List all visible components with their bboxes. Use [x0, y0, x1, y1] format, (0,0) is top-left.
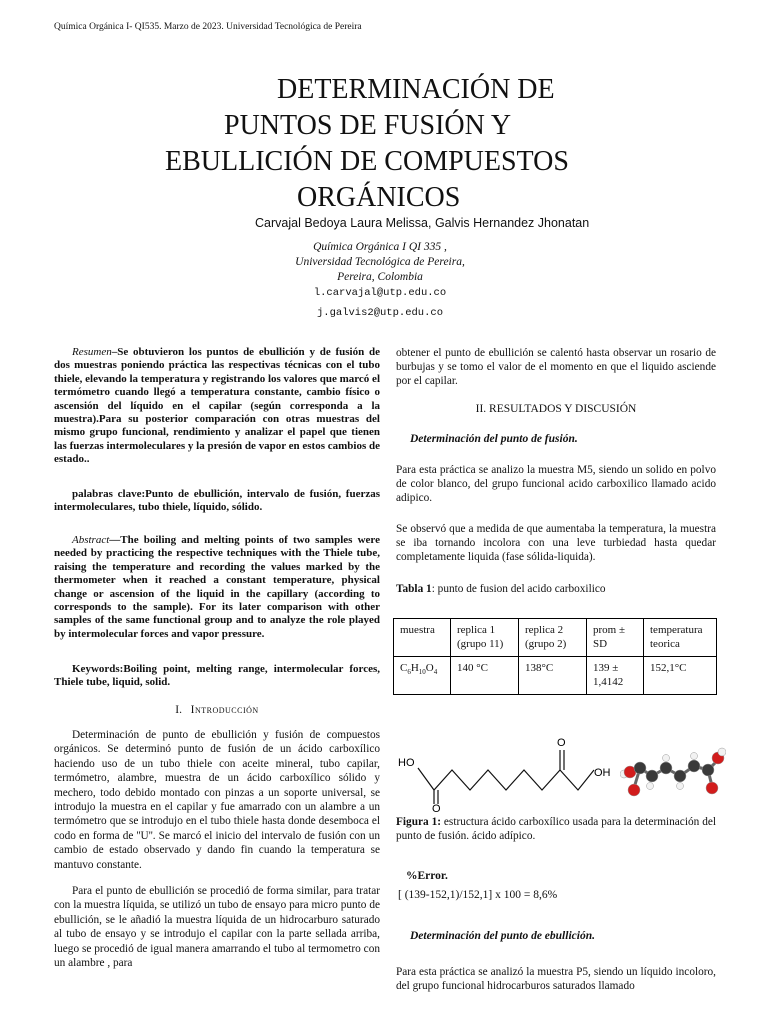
authors: Carvajal Bedoya Laura Melissa, Galvis Hernandez Jhonatan: [255, 216, 590, 230]
figure-caption-text: estructura ácido carboxílico usada para la determinación del punto de fusión. ácido adípico.: [396, 816, 716, 843]
carbon-chain: [418, 768, 594, 790]
atom-h-sphere: [677, 783, 684, 790]
palabras-clave: palabras clave:Punto de ebullición, intervalo de fusión, fuerzas intermoleculares, tubo thiele, líquido, sólido.: [54, 488, 380, 514]
atom-c-sphere: [660, 762, 672, 774]
results-paragraph-2: Se observó que a medida de que aumentaba la temperatura, la muestra se iba tornando incolora con una leve turbiedad hasta quedar completamente liquida (fase sólida-liquida).: [396, 523, 716, 564]
label-ho: HO: [398, 757, 415, 769]
label-o-1: O: [432, 803, 441, 812]
atom-c-sphere: [688, 760, 700, 772]
atom-o-sphere: [628, 784, 640, 796]
table-cell: 152,1°C: [644, 657, 717, 695]
atom-h-sphere: [691, 753, 698, 760]
atom-c-sphere: [646, 770, 658, 782]
table-header-cell: temperatura teorica: [644, 619, 717, 657]
table-header-cell: prom ± SD: [587, 619, 644, 657]
abstract-en: [54, 534, 380, 641]
adipic-acid-ball-stick-model: [620, 728, 726, 808]
table-header-cell: replica 1 (grupo 11): [451, 619, 519, 657]
paper-title: [0, 72, 768, 216]
affiliation-line-1: Química Orgánica I QI 335 ,: [313, 241, 447, 253]
table-header-row: [394, 619, 717, 657]
atom-o-sphere: [706, 782, 718, 794]
keywords-text: Keywords:Boiling point, melting range, intermolecular forces, Thiele tube, liquid, solid.: [54, 663, 380, 689]
resumen-label: Resumen: [72, 346, 112, 358]
formula: $C_6H_{10}O_4$: [400, 662, 438, 677]
atom-h-sphere: [647, 783, 654, 790]
section-results-heading: II. RESULTADOS Y DISCUSIÓN: [475, 403, 637, 415]
intro-number: I.: [175, 704, 183, 716]
table-cell: 138°C: [519, 657, 587, 695]
table-row: [394, 657, 717, 695]
table-label: Tabla 1: [396, 583, 432, 595]
atom-h-sphere: [718, 748, 726, 756]
affiliation-block: [260, 240, 500, 319]
adipic-acid-skeletal-structure: [396, 728, 612, 812]
section-intro-heading: [54, 704, 380, 716]
atom-c-sphere: [674, 770, 686, 782]
intro-paragraph-1: Determinación de punto de ebullición y fusión de compuestos orgánicos. Se determinó punto de fusión de un ácido carboxílico haciendo uso de un tubo thiele con aceite mineral, tubo capilar, termómetro, alambre, muestra de un ácido carboxílico sólido y mechero, todo debido montado con pinzas a un soporte universal, se introdujo la muestra en el capilar y fue amarrado con un alambre a un termómetro que se introdujo en el tubo thiele hasta donde desemboca el codo en forma de ''U''. Se marcó el inicio del intervalo de fusión con un cambio de estado observado y dando fin cuando la temperatura se mantuvo constante.: [54, 729, 380, 871]
running-header: Química Orgánica I- QI535. Marzo de 2023. Universidad Tecnológica de Pereira: [54, 22, 362, 32]
abstract-label: Abstract: [72, 534, 110, 546]
intro-title: Introducción: [190, 704, 259, 716]
intro-paragraph-2: Para el punto de ebullición se procedió de forma similar, para tratar con la muestra líquida, se utilizó un tubo de ensayo para micro punto de ebullición, se le añadió la muestra líquida de un hidrocarburo saturado al tubo de ensayo y se introdujo el capilar con la parte sellada arriba, luego se procedió de igual manera amarrando el tubo al termometro con un alambre , para: [54, 885, 380, 970]
keywords-en: [54, 663, 380, 690]
abstract-es: [54, 346, 380, 467]
subheading-fusion: Determinación del punto de fusión.: [410, 433, 578, 445]
figure-1-caption: [396, 815, 716, 843]
abstract-text: —The boiling and melting points of two samples were needed by practicing the respective techniques with the Thiele tube, raising the temperature and recording the values marked by the thermometer when it reached a constant temperature, physical change or ascension of the liquid in the capillary (according to corresponds to the sample). For its later comparison with other samples of the same functional group and to analyze the role played by intermolecular forces and vapor pressure.: [54, 534, 380, 640]
table-1: [393, 618, 717, 695]
error-formula: [ (139-152,1)/152,1] x 100 = 8,6%: [398, 889, 558, 901]
title-line-4: ORGÁNICOS: [297, 182, 461, 213]
table-cell-formula: [394, 657, 451, 695]
atom-h-sphere: [663, 755, 670, 762]
affiliation-line-2: Universidad Tecnológica de Pereira,: [295, 256, 465, 268]
table-cell: 140 °C: [451, 657, 519, 695]
figure-label: Figura 1:: [396, 816, 441, 828]
resumen-text: –Se obtuvieron los puntos de ebullición y de fusión de dos muestras poniendo práctica las respectivas técnicas con el tubo thiele, elevando la temperatura y registrando los valores que marcó el termómetro cuando llegó a temperatura constante, cambio físico o ascensión del líquido en el capilar (según corresponda a la muestra).Para su posterior comparación con otras muestras del mismo grupo funcional, rendimiento y analizar el papel que tienen las fuerzas intermoleculares y la presión de vapor en estos cambios de estado..: [54, 346, 381, 466]
label-o-2: O: [557, 737, 566, 749]
title-line-2: PUNTOS DE FUSIÓN Y: [224, 110, 512, 141]
atom-c-sphere: [634, 762, 646, 774]
results-paragraph-3: Para esta práctica se analizó la muestra P5, siendo un líquido incoloro, del grupo funcional hidrocarburos saturados llamado: [396, 966, 716, 993]
atom-c-sphere: [702, 764, 714, 776]
title-line-3: EBULLICIÓN DE COMPUESTOS: [165, 146, 569, 177]
keywords-es: [54, 488, 380, 515]
results-paragraph-1: Para esta práctica se analizo la muestra M5, siendo un solido en polvo de color blanco, del grupo funcional acido carboxilico llamado acido adipico.: [396, 464, 716, 505]
label-oh: OH: [594, 767, 611, 779]
subheading-ebullicion: Determinación del punto de ebullición.: [410, 930, 595, 942]
email-2: j.galvis2@utp.edu.co: [316, 307, 444, 319]
table-header-cell: muestra: [394, 619, 451, 657]
email-1: l.carvajal@utp.edu.co: [313, 287, 447, 299]
table-caption: [396, 583, 606, 595]
error-heading: %Error.: [406, 870, 448, 882]
affiliation-line-3: Pereira, Colombia: [337, 271, 423, 283]
table-caption-text: : punto de fusion del acido carboxilico: [431, 583, 606, 595]
methods-continued: obtener el punto de ebullición se calentó hasta observar un rosario de burbujas y se tomo el valor de el momento en que el liquido asciende por el capilar.: [396, 347, 716, 388]
table-cell: 139 ± 1,4142: [587, 657, 644, 695]
intro-body: [54, 728, 380, 971]
title-line-1: DETERMINACIÓN DE: [277, 74, 555, 105]
table-header-cell: replica 2 (grupo 2): [519, 619, 587, 657]
